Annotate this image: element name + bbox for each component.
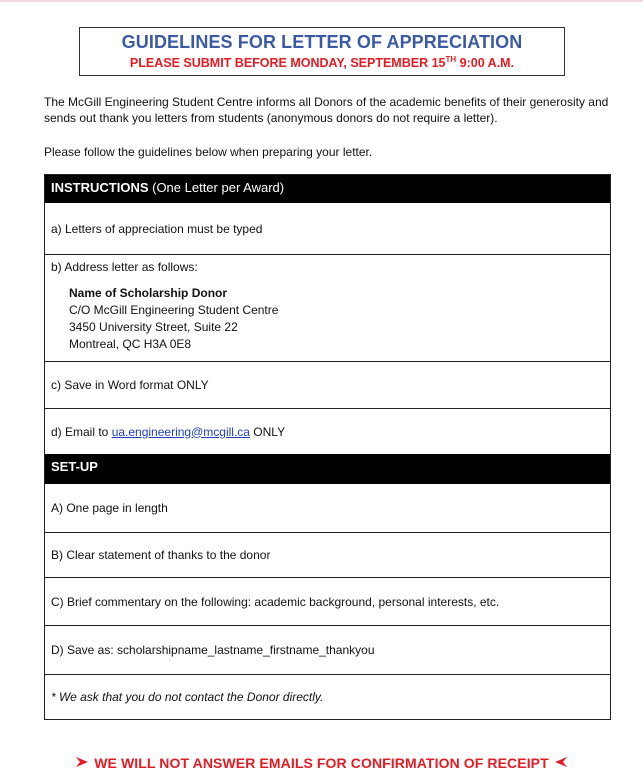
intro-follow: Please follow the guidelines below when preparing your letter. (44, 145, 373, 159)
instruction-d-text (51, 425, 285, 439)
setup-item-d (45, 625, 610, 674)
instruction-item-b (45, 254, 610, 361)
arrow-right-icon (74, 755, 90, 771)
instruction-d-suffix: ONLY (249, 424, 286, 439)
setup-b-text: B) Clear statement of thanks to the donor (51, 548, 271, 562)
instruction-item-a (45, 203, 610, 254)
setup-note (45, 674, 610, 719)
instruction-b-text: b) Address letter as follows: (51, 260, 198, 274)
title-box (79, 27, 565, 76)
setup-item-c (45, 577, 610, 625)
confirmation-notice (0, 755, 643, 771)
instruction-item-d (45, 408, 610, 454)
email-link[interactable]: ua.engineering@mcgill.ca (111, 424, 250, 439)
address-name: Name of Scholarship Donor (69, 286, 228, 300)
top-border (0, 0, 643, 2)
instruction-a-text: a) Letters of appreciation must be typed (51, 221, 263, 236)
instructions-heading: INSTRUCTIONS (51, 180, 149, 195)
instructions-header (45, 175, 610, 203)
deadline-time: 9:00 A.M. (456, 56, 515, 70)
address-line3: Montreal, QC H3A 0E8 (69, 337, 192, 351)
address-line1: C/O McGill Engineering Student Centre (69, 303, 279, 317)
setup-item-a (45, 484, 610, 532)
setup-d-text: D) Save as: scholarshipname_lastname_firstname_thankyou (51, 643, 375, 657)
deadline-notice (80, 56, 564, 70)
confirmation-notice-text: WE WILL NOT ANSWER EMAILS FOR CONFIRMATION OF RECEIPT (94, 755, 549, 771)
intro-paragraph: The McGill Engineering Student Centre informs all Donors of the academic benefits of their generosity and sends out thank you letters from students (anonymous donors do not require a letter). (44, 95, 609, 125)
instructions-heading-note: (One Letter per Award) (148, 180, 285, 195)
deadline-sup: TH (445, 55, 457, 64)
mailing-address (69, 285, 610, 353)
address-line2: 3450 University Street, Suite 22 (69, 320, 238, 334)
setup-header: SET-UP (45, 454, 610, 484)
guidelines-table (44, 174, 611, 720)
setup-item-b (45, 532, 610, 577)
deadline-prefix: PLEASE SUBMIT BEFORE MONDAY, SEPTEMBER 15 (129, 56, 446, 70)
instruction-item-c (45, 361, 610, 408)
arrow-left-icon (553, 755, 569, 771)
setup-note-text: * We ask that you do not contact the Donor directly. (51, 690, 324, 704)
instruction-c-text: c) Save in Word format ONLY (51, 378, 209, 392)
instruction-d-prefix: d) Email to (51, 424, 112, 439)
setup-c-text: C) Brief commentary on the following: academic background, personal interests, etc. (51, 594, 500, 609)
setup-a-text: A) One page in length (51, 501, 168, 515)
page-title: GUIDELINES FOR LETTER OF APPRECIATION (121, 32, 523, 52)
